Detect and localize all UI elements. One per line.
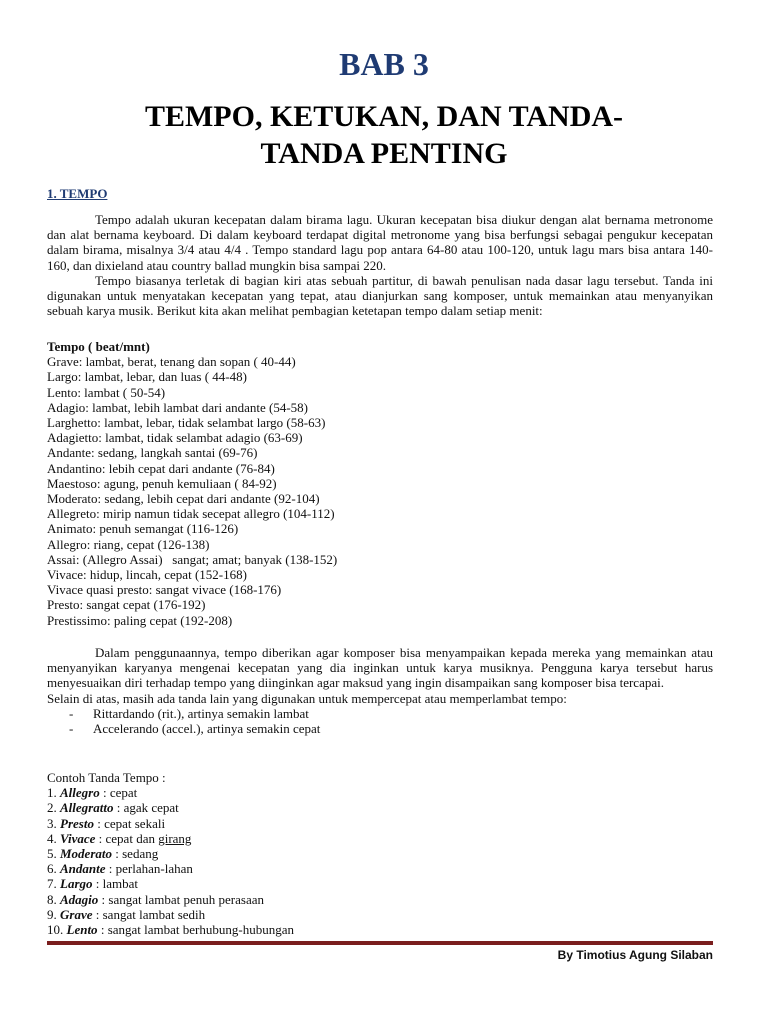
example-item — [47, 861, 713, 876]
example-separator: : — [97, 922, 108, 938]
tempo-list-item: Andantino: lebih cepat dari andante (76-84) — [47, 460, 275, 476]
tempo-list-item: Lento: lambat ( 50-54) — [47, 384, 166, 400]
example-term: Presto — [60, 815, 94, 831]
example-number: 9. — [47, 906, 57, 922]
tempo-list-item: Moderato: sedang, lebih cepat dari andante (92-104) — [47, 491, 320, 507]
tempo-change-item — [47, 721, 713, 736]
example-description: cepat dan — [105, 830, 159, 846]
chapter-title-line-1: TEMPO, KETUKAN, DAN TANDA- — [144, 100, 624, 133]
example-term: Largo — [60, 876, 93, 892]
example-item — [47, 876, 713, 891]
tempo-list-item: Vivace quasi presto: sangat vivace (168-176) — [47, 582, 282, 598]
tempo-list-heading: Tempo ( beat/mnt) — [47, 339, 150, 354]
example-term: Allegratto — [60, 800, 114, 816]
tempo-change-text: Rittardando (rit.), artinya semakin lambat — [93, 705, 309, 721]
example-description: sangat lambat berhubung-hubungan — [107, 922, 294, 938]
intro-paragraph-2: Tempo biasanya terletak di bagian kiri atas sebuah partitur, di bawah penulisan nada dasar lagu tersebut. Tanda ini digunakan untuk menyatakan kecepatan yang tepat, atau dianjurkan sang komposer, untuk memainkan atau menyanyikan sebuah karya musik. Berikut kita akan melihat pembagian ketetapan tempo dalam setiap menit: — [47, 272, 713, 319]
tempo-list-item: Largo: lambat, lebar, dan luas ( 44-48) — [47, 369, 247, 385]
example-item — [47, 785, 713, 800]
example-separator: : — [92, 906, 103, 922]
example-term: Adagio — [60, 891, 99, 907]
usage-paragraph-2: Selain di atas, masih ada tanda lain yang digunakan untuk mempercepat atau memperlambat tempo: — [47, 690, 567, 706]
example-number: 4. — [47, 830, 57, 846]
example-term: Andante — [60, 861, 106, 877]
example-description: lambat — [102, 876, 139, 892]
example-number: 7. — [47, 876, 57, 892]
section-heading: 1. TEMPO — [47, 186, 108, 201]
tempo-list-item: Presto: sangat cepat (176-192) — [47, 597, 206, 613]
intro-block — [47, 212, 713, 318]
tempo-list-item: Animato: penuh semangat (116-126) — [47, 521, 239, 537]
example-item — [47, 800, 713, 815]
example-number: 5. — [47, 846, 57, 862]
examples-block — [47, 770, 713, 937]
footer-author: By Timotius Agung Silaban — [557, 948, 713, 962]
example-item — [47, 922, 713, 937]
example-description: sangat lambat sedih — [102, 906, 206, 922]
example-separator: : — [113, 800, 124, 816]
example-description: sedang — [122, 846, 159, 862]
example-separator: : — [112, 846, 123, 862]
examples-list — [47, 785, 713, 937]
example-term: Moderato — [60, 846, 112, 862]
example-separator: : — [105, 861, 116, 877]
example-description: perlahan-lahan — [115, 861, 193, 877]
example-separator: : — [92, 876, 103, 892]
example-description-underlined: girang — [158, 830, 192, 846]
tempo-list-item: Larghetto: lambat, lebar, tidak selambat largo (58-63) — [47, 415, 326, 431]
example-number: 3. — [47, 815, 57, 831]
example-separator: : — [99, 785, 110, 801]
dash-bullet: - — [69, 721, 74, 737]
example-number: 6. — [47, 861, 57, 877]
tempo-list-item: Andante: sedang, langkah santai (69-76) — [47, 445, 258, 461]
chapter-title — [40, 98, 728, 172]
tempo-list-item: Adagietto: lambat, tidak selambat adagio (63-69) — [47, 430, 303, 446]
example-item — [47, 892, 713, 907]
example-number: 10. — [47, 922, 64, 938]
example-description: sangat lambat penuh perasaan — [108, 891, 264, 907]
tempo-list-item: Vivace: hidup, lincah, cepat (152-168) — [47, 567, 247, 583]
example-item — [47, 907, 713, 922]
tempo-list-item: Assai: (Allegro Assai) sangat; amat; banyak (138-152) — [47, 551, 338, 567]
example-separator: : — [93, 815, 105, 831]
example-term: Grave — [60, 906, 93, 922]
example-description: agak cepat — [123, 800, 179, 816]
chapter-title-line-2: TANDA PENTING — [260, 137, 508, 170]
tempo-list-item: Prestissimo: paling cepat (192-208) — [47, 612, 233, 628]
example-item — [47, 846, 713, 861]
examples-heading: Contoh Tanda Tempo : — [47, 770, 166, 785]
footer-divider — [47, 941, 713, 945]
usage-block — [47, 645, 713, 736]
tempo-change-item — [47, 706, 713, 721]
example-description: cepat — [109, 785, 138, 801]
intro-paragraph-1: Tempo adalah ukuran kecepatan dalam birama lagu. Ukuran kecepatan bisa diukur dengan alat bernama metronome dan alat bernama keyboard. Di dalam keyboard terdapat digital metronome yang bisa berfungsi sebagai pengukur kecepatan dalam birama, misalnya 3/4 atau 4/4 . Tempo standard lagu pop antara 64-80 atau 100-120, untuk lagu mars bisa antara 140-160, dan dixieland atau country ballad mungkin bisa sampai 220. — [47, 212, 713, 273]
usage-paragraph-1: Dalam penggunaannya, tempo diberikan agar komposer bisa menyampaikan kepada mereka yang memainkan atau menyanyikan karyanya mengenai kecepatan yang dia inginkan untuk karya musiknya. Pengguna karya tersebut harus menyesuaikan diri terhadap tempo yang diinginkan agar maksud yang ingin disampaikan sang komposer bisa tercapai. — [47, 645, 713, 691]
tempo-change-list — [47, 706, 713, 736]
example-number: 1. — [47, 785, 57, 801]
example-item — [47, 831, 713, 846]
tempo-list — [47, 354, 713, 628]
tempo-list-item: Maestoso: agung, penuh kemuliaan ( 84-92) — [47, 475, 277, 491]
example-separator: : — [95, 830, 106, 846]
tempo-list-item: Allegreto: mirip namun tidak secepat allegro (104-112) — [47, 506, 335, 522]
example-term: Vivace — [60, 830, 96, 846]
tempo-list-item: Grave: lambat, berat, tenang dan sopan ( 40-44) — [47, 354, 296, 370]
tempo-change-text: Accelerando (accel.), artinya semakin cepat — [93, 721, 321, 737]
example-term: Allegro — [60, 785, 100, 801]
example-description: cepat sekali — [104, 815, 166, 831]
tempo-list-block — [47, 339, 713, 628]
example-number: 2. — [47, 800, 57, 816]
chapter-number: BAB 3 — [339, 46, 429, 82]
example-term: Lento — [66, 922, 98, 938]
example-separator: : — [98, 891, 109, 907]
example-item — [47, 816, 713, 831]
example-number: 8. — [47, 891, 57, 907]
tempo-list-item: Adagio: lambat, lebih lambat dari andante (54-58) — [47, 399, 308, 415]
tempo-list-item: Allegro: riang, cepat (126-138) — [47, 536, 210, 552]
dash-bullet: - — [69, 705, 74, 721]
